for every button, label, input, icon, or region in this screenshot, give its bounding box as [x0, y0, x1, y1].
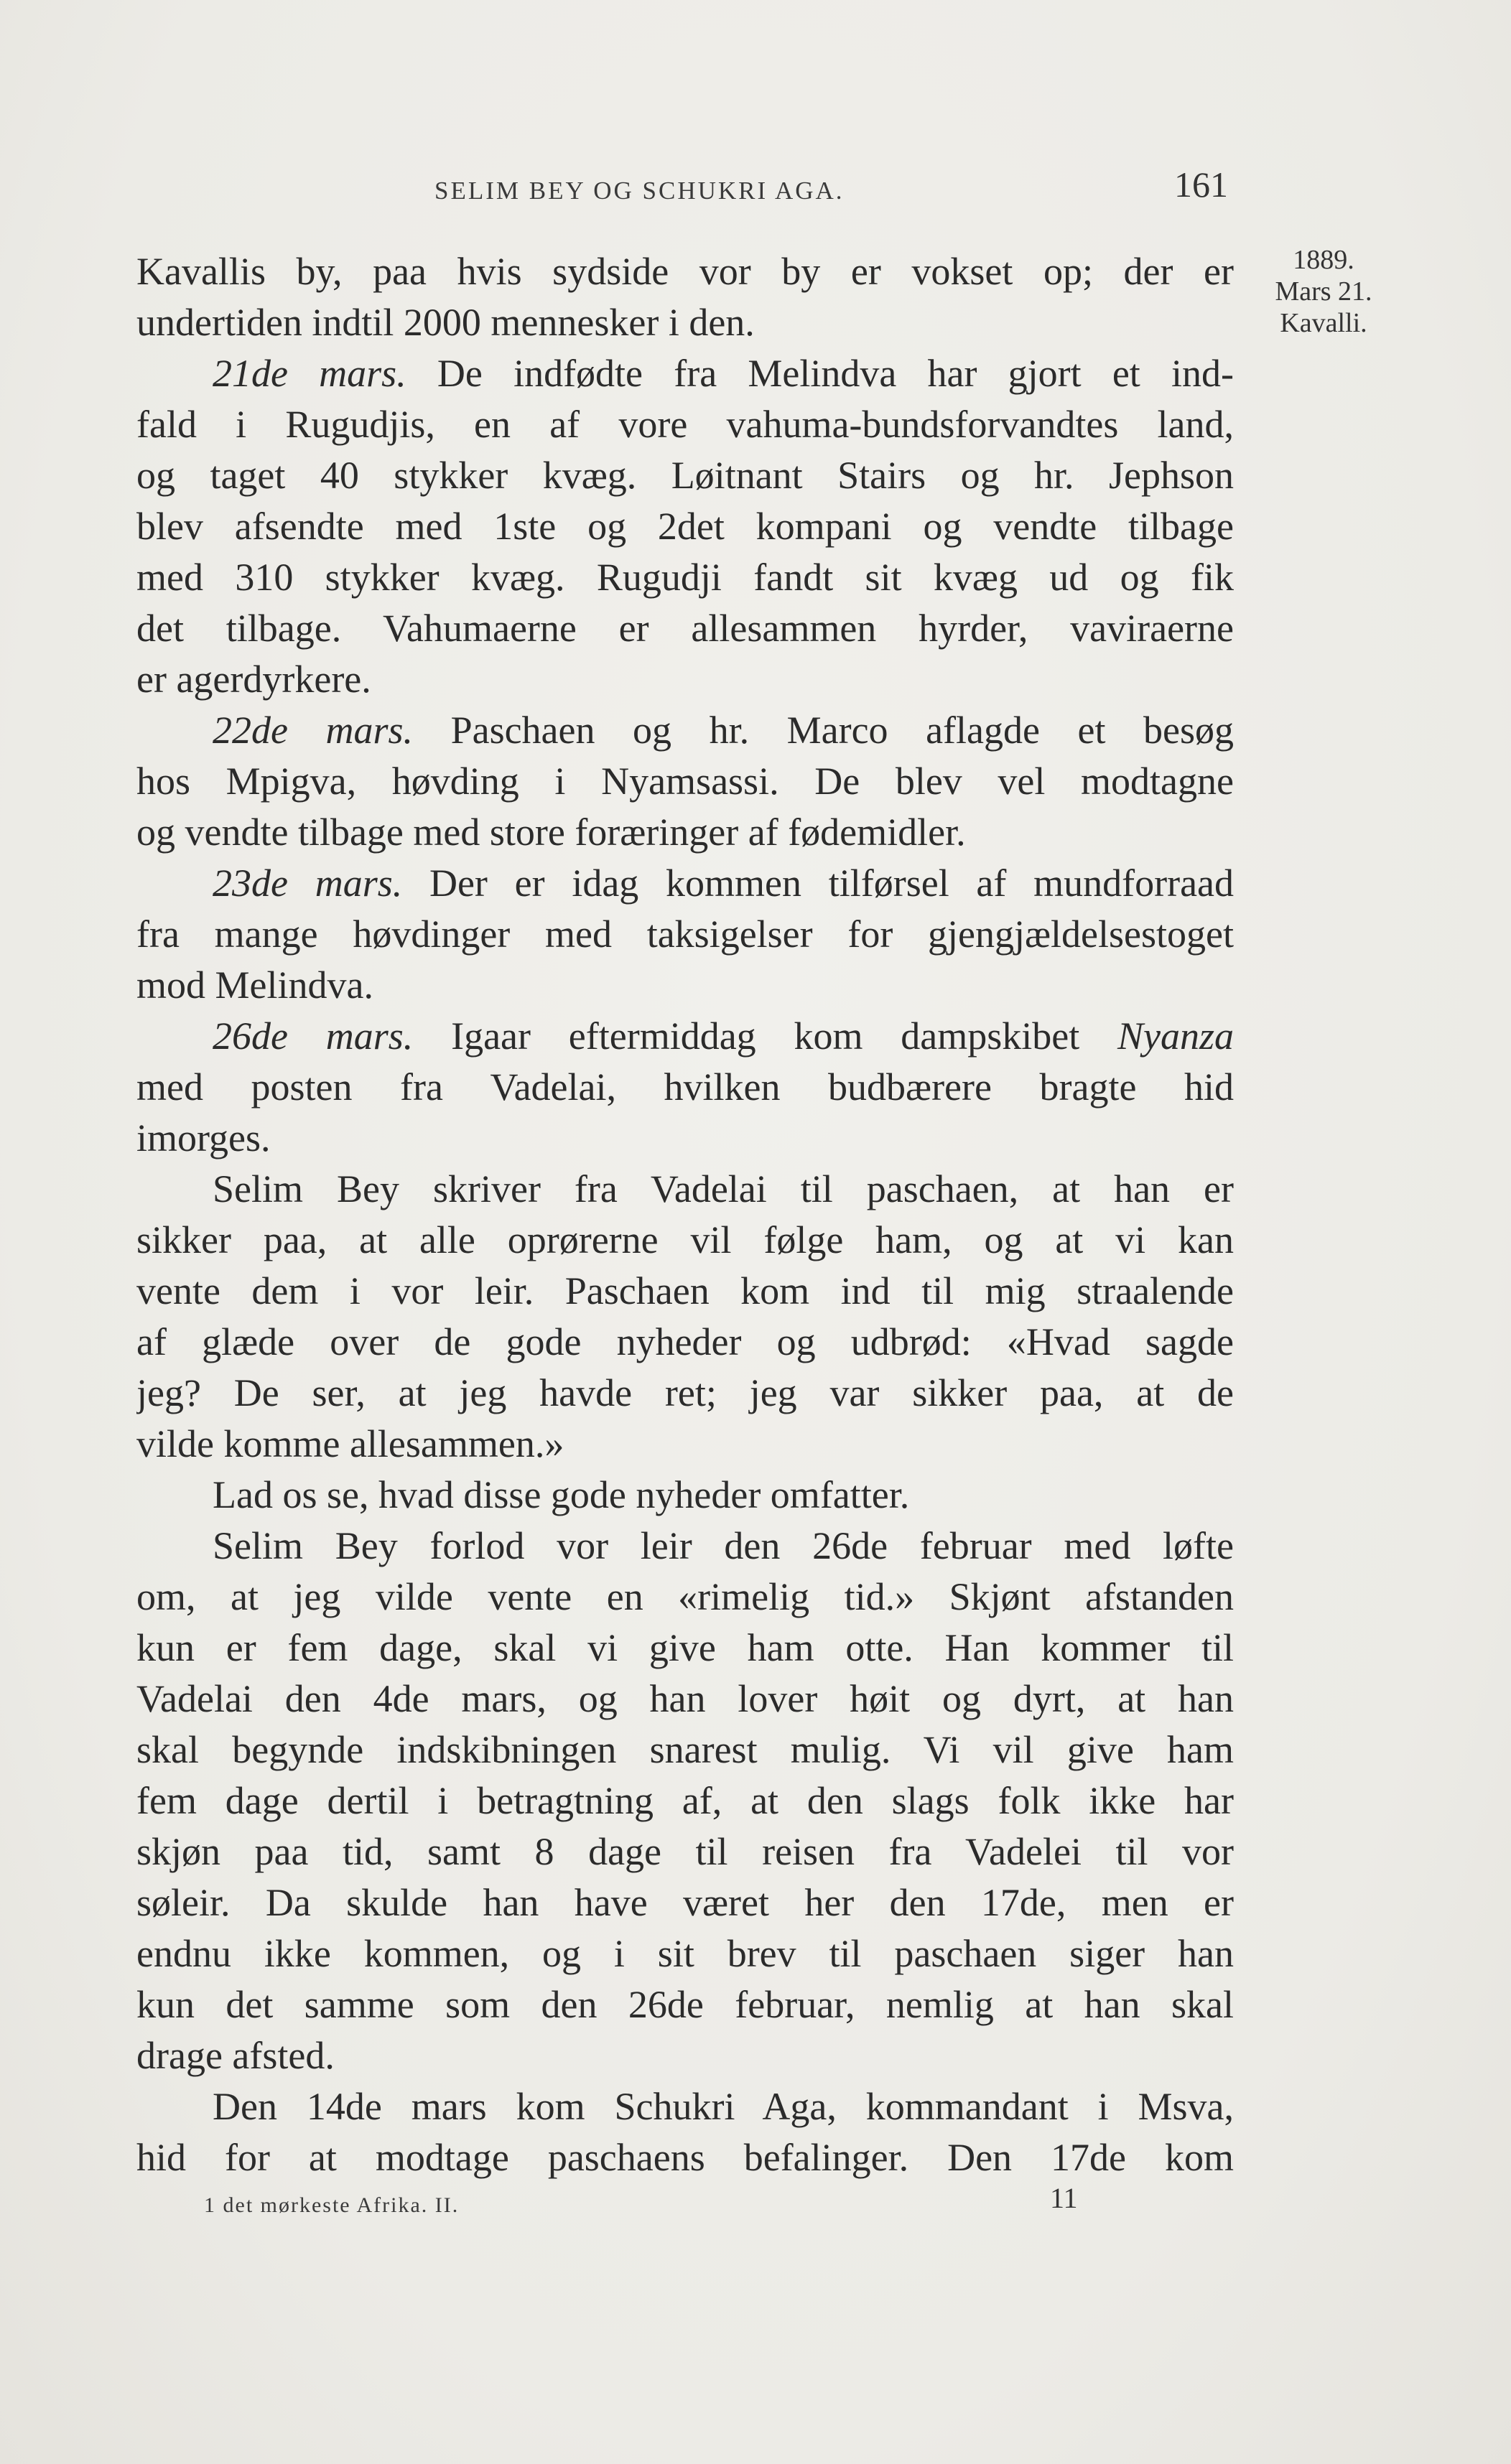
text-line: hos Mpigva, høvding i Nyamsassi. De blev vel modtagne [136, 760, 1234, 803]
text-line: 22de mars. Paschaen og hr. Marco aflagde et besøg [213, 709, 1234, 752]
text-line: Selim Bey skriver fra Vadelai til paschaen, at han er [213, 1167, 1234, 1210]
text-line: vente dem i vor leir. Paschaen kom ind til mig straalende [136, 1269, 1234, 1312]
text-line: med 310 stykker kvæg. Rugudji fandt sit kvæg ud og fik [136, 556, 1234, 599]
text-line: om, at jeg vilde vente en «rimelig tid.» Skjønt afstanden [136, 1575, 1234, 1618]
margin-year: 1889. [1293, 245, 1354, 275]
text-line: af glæde over de gode nyheder og udbrød: «Hvad sagde [136, 1320, 1234, 1363]
margin-note [1270, 244, 1377, 339]
text-line: Selim Bey forlod vor leir den 26de februar med løfte [213, 1524, 1234, 1567]
text-line: kun er fem dage, skal vi give ham otte. Han kommer til [136, 1626, 1234, 1669]
page-header [136, 164, 1228, 214]
text-line: skal begynde indskibningen snarest mulig. Vi vil give ham [136, 1728, 1234, 1771]
text-line: jeg? De ser, at jeg havde ret; jeg var sikker paa, at de [136, 1371, 1234, 1414]
text-line: fald i Rugudjis, en af vore vahuma-bundsforvandtes land, [136, 403, 1234, 446]
text-line: og taget 40 stykker kvæg. Løitnant Stairs og hr. Jephson [136, 454, 1234, 497]
text-line: mod Melindva. [136, 963, 373, 1007]
entry-date: 21de mars. [213, 352, 406, 395]
margin-date: Mars 21. [1275, 276, 1372, 307]
signature-mark: 11 [1050, 2182, 1078, 2214]
margin-place: Kavalli. [1280, 308, 1367, 338]
text-line: drage afsted. [136, 2034, 335, 2077]
text-line: fra mange høvdinger med taksigelser for gjengjældelsestoget [136, 913, 1234, 956]
text-line: det tilbage. Vahumaerne er allesammen hyrder, vaviraerne [136, 607, 1234, 650]
text-line: undertiden indtil 2000 mennesker i den. [136, 301, 755, 344]
text-line: skjøn paa tid, samt 8 dage til reisen fra Vadelei til vor [136, 1830, 1234, 1873]
text-line: 21de mars. De indfødte fra Melindva har gjort et ind- [213, 352, 1234, 395]
text-line: og vendte tilbage med store foræringer af fødemidler. [136, 811, 966, 854]
text-line: fem dage dertil i betragtning af, at den slags folk ikke har [136, 1779, 1234, 1822]
text-line: 26de mars. Igaar eftermiddag kom dampskibet Nyanza [213, 1014, 1234, 1058]
text-line: Lad os se, hvad disse gode nyheder omfatter. [213, 1473, 910, 1516]
body-text [136, 246, 1234, 2183]
text-line: er agerdyrkere. [136, 658, 371, 701]
entry-date: 23de mars. [213, 862, 403, 905]
text-line: Den 14de mars kom Schukri Aga, kommandant i Msva, [213, 2085, 1234, 2128]
entry-date: 26de mars. [213, 1014, 414, 1058]
text-line: kun det samme som den 26de februar, nemlig at han skal [136, 1983, 1234, 2026]
text-line: endnu ikke kommen, og i sit brev til paschaen siger han [136, 1932, 1234, 1975]
page-number: 161 [1174, 164, 1228, 205]
text-line: hid for at modtage paschaens befalinger. Den 17de kom [136, 2136, 1234, 2179]
text-line: blev afsendte med 1ste og 2det kompani og vendte tilbage [136, 505, 1234, 548]
text-line: 23de mars. Der er idag kommen tilførsel af mundforraad [213, 862, 1234, 905]
text-line: med posten fra Vadelai, hvilken budbærere bragte hid [136, 1065, 1234, 1109]
footnote: 1 det mørkeste Afrika. II. [204, 2193, 460, 2217]
running-title: SELIM BEY OG SCHUKRI AGA. [434, 177, 845, 205]
text-line: vilde komme allesammen.» [136, 1422, 564, 1465]
text-line: Vadelai den 4de mars, og han lover høit og dyrt, at han [136, 1677, 1234, 1720]
ship-name: Nyanza [1117, 1014, 1234, 1058]
text-line: søleir. Da skulde han have været her den 17de, men er [136, 1881, 1234, 1924]
text-line: sikker paa, at alle oprørerne vil følge ham, og at vi kan [136, 1218, 1234, 1261]
entry-date: 22de mars. [213, 709, 414, 752]
text-line: Kavallis by, paa hvis sydside vor by er vokset op; der er [136, 250, 1234, 293]
text-line: imorges. [136, 1116, 271, 1159]
